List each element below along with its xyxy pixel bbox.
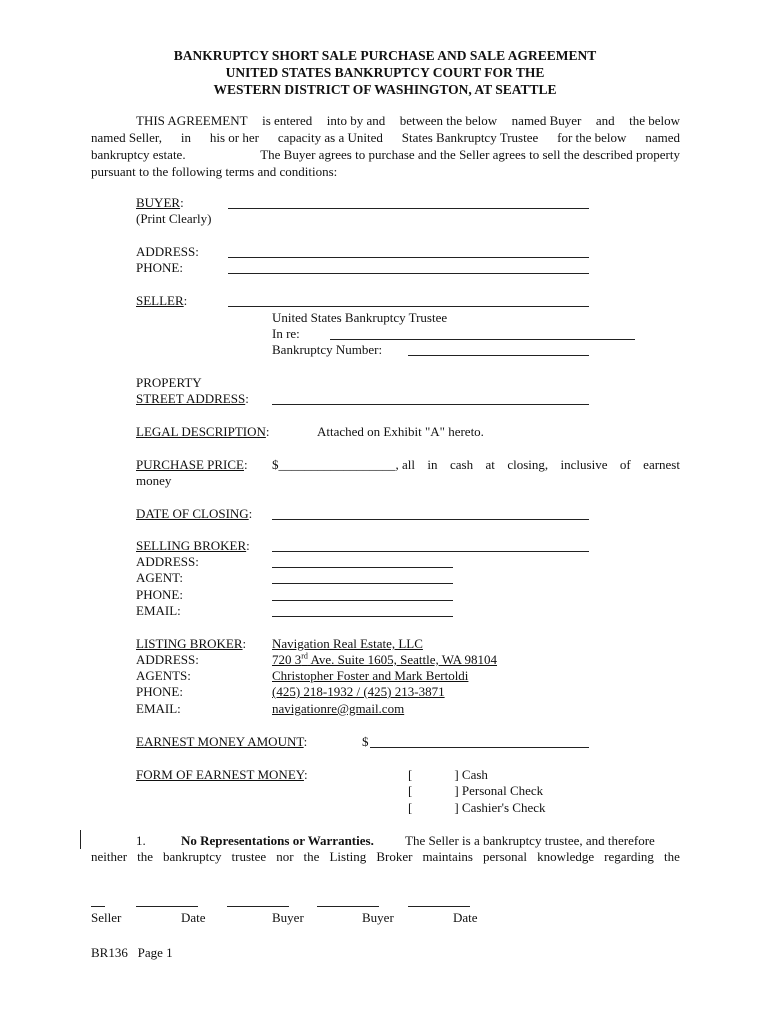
property-label: PROPERTY: [136, 375, 202, 390]
buyer-field-line[interactable]: [228, 208, 589, 209]
listing-broker-address-label: ADDRESS:: [136, 652, 199, 667]
cash-option-label: ] Cash: [454, 767, 488, 782]
seller-field-line[interactable]: [228, 306, 589, 307]
intro-paragraph: [91, 112, 680, 180]
date2-initials-label: Date: [453, 910, 478, 925]
street-address-colon: :: [245, 391, 249, 406]
document-title-line2: UNITED STATES BANKRUPTCY COURT FOR THE: [225, 65, 545, 80]
form-of-earnest-money-label-text: FORM OF EARNEST MONEY: [136, 767, 304, 782]
bankruptcy-number-field-line[interactable]: [408, 355, 589, 356]
intro-word: States Bankruptcy Trustee: [401, 130, 539, 145]
buyer2-initials-line[interactable]: [317, 906, 379, 907]
purchase-price-field[interactable]: [272, 457, 415, 473]
personal-check-option-label: ] Personal Check: [454, 783, 544, 798]
price-word: closing,: [507, 457, 549, 472]
section1-number: 1.: [136, 833, 146, 848]
address-number: 720 3: [272, 652, 302, 667]
intro-word: capacity as a United: [277, 130, 383, 145]
checkbox-open-bracket: [: [408, 783, 413, 798]
intro-line2: [91, 129, 680, 146]
intro-line3: [91, 146, 680, 163]
seller-colon: :: [183, 293, 188, 308]
street-address-label-text: STREET ADDRESS: [136, 391, 246, 406]
selling-broker-email-label: EMAIL:: [136, 603, 181, 618]
address-ordinal: rd: [301, 651, 308, 661]
buyer-initials-label: Buyer: [272, 910, 304, 925]
document-title-line3: WESTERN DISTRICT OF WASHINGTON, AT SEATTLE: [213, 82, 557, 97]
buyer-initials-line[interactable]: [227, 906, 289, 907]
purchase-price-label: [136, 457, 248, 473]
document-title-line1: BANKRUPTCY SHORT SALE PURCHASE AND SALE AGREEMENT: [173, 48, 597, 63]
selling-broker-agent-label: AGENT:: [136, 570, 184, 585]
intro-line4: pursuant to the following terms and conditions:: [91, 164, 338, 179]
price-word: earnest: [643, 457, 680, 472]
selling-broker-address-label: ADDRESS:: [136, 554, 199, 569]
legal-description-label: [136, 424, 270, 440]
intro-word: The Buyer agrees to purchase and the Seller agrees to sell the described property: [260, 147, 680, 162]
cashiers-check-checkbox[interactable]: [408, 800, 546, 816]
earnest-dollar-sign: $: [362, 734, 369, 749]
price-word: of: [619, 457, 631, 472]
listing-broker-phone-label: PHONE:: [136, 684, 183, 699]
listing-broker-name-value: Navigation Real Estate, LLC: [272, 636, 423, 651]
section1-word: Listing: [329, 849, 367, 864]
listing-broker-email-label: EMAIL:: [136, 701, 181, 716]
intro-word: in: [180, 130, 191, 145]
section1-word: Broker: [376, 849, 413, 864]
listing-broker-address-value: [272, 652, 497, 668]
buyer-address-label: ADDRESS:: [136, 244, 199, 259]
section1-word: the: [663, 849, 680, 864]
seller-trustee-text: United States Bankruptcy Trustee: [272, 310, 448, 325]
page-footer: BR136 Page 1: [91, 945, 173, 960]
cashiers-check-option-label: ] Cashier's Check: [454, 800, 546, 815]
listing-broker-label: [136, 636, 246, 652]
purchase-price-money: money: [136, 473, 172, 488]
listing-broker-agents-value: Christopher Foster and Mark Bertoldi: [272, 668, 469, 683]
buyer2-initials-label: Buyer: [362, 910, 394, 925]
in-re-field-line[interactable]: [330, 339, 635, 340]
selling-broker-label: [136, 538, 250, 554]
listing-broker-agents-label: AGENTS:: [136, 668, 191, 683]
section1-word: maintains: [422, 849, 473, 864]
street-address-field-line[interactable]: [272, 404, 589, 405]
seller-label-text: SELLER: [136, 293, 184, 308]
price-word: , all: [395, 457, 415, 472]
section1-word: bankruptcy: [163, 849, 222, 864]
form-of-earnest-money-label: [136, 767, 308, 783]
buyer-phone-field-line[interactable]: [228, 273, 589, 274]
date-of-closing-colon: :: [248, 506, 253, 521]
price-word: at: [485, 457, 495, 472]
date-initials-label: Date: [181, 910, 206, 925]
section1-line1-text: The Seller is a bankruptcy trustee, and therefore: [405, 833, 655, 848]
buyer-phone-label: PHONE:: [136, 260, 183, 275]
selling-broker-agent-field-line[interactable]: [272, 583, 453, 584]
purchase-price-line: [272, 457, 680, 473]
listing-broker-phone-value: (425) 218-1932 / (425) 213-3871: [272, 684, 445, 699]
intro-word: named: [645, 130, 680, 145]
price-word: cash: [449, 457, 474, 472]
checkbox-open-bracket: [: [408, 800, 413, 815]
date-initials-line[interactable]: [136, 906, 198, 907]
earnest-money-amount-label-text: EARNEST MONEY AMOUNT: [136, 734, 304, 749]
intro-word: his or her: [209, 130, 259, 145]
section1-word: personal: [483, 849, 528, 864]
legal-description-colon: :: [265, 424, 270, 439]
buyer-colon: :: [180, 195, 184, 210]
date-of-closing-field-line[interactable]: [272, 519, 589, 520]
listing-broker-colon: :: [242, 636, 247, 651]
buyer-label-text: BUYER: [136, 195, 181, 210]
intro-word: bankruptcy estate.: [91, 147, 186, 162]
street-address-label: [136, 391, 249, 407]
buyer-label: [136, 195, 184, 211]
intro-word: THIS AGREEMENT: [136, 113, 248, 128]
selling-broker-email-field-line[interactable]: [272, 616, 453, 617]
personal-check-checkbox[interactable]: [408, 783, 543, 799]
purchase-price-label-text: PURCHASE PRICE: [136, 457, 244, 472]
seller-initials-line[interactable]: [91, 906, 105, 907]
selling-broker-phone-label: PHONE:: [136, 587, 183, 602]
bankruptcy-number-label: Bankruptcy Number:: [272, 342, 383, 357]
intro-word: named Buyer: [511, 113, 582, 128]
date-of-closing-label-text: DATE OF CLOSING: [136, 506, 249, 521]
purchase-price-words: [272, 457, 680, 473]
seller-in-re-label: In re:: [272, 326, 300, 341]
section1-word: nor: [276, 849, 294, 864]
intro-word: and: [595, 113, 615, 128]
section1-word: trustee: [231, 849, 267, 864]
section1-line2-words: [91, 849, 680, 865]
selling-broker-phone-field-line[interactable]: [272, 600, 453, 601]
section1-word: knowledge: [537, 849, 595, 864]
earnest-money-amount-colon: :: [303, 734, 308, 749]
intro-word: named Seller,: [91, 130, 162, 145]
selling-broker-colon: :: [246, 538, 250, 553]
purchase-price-blank: $__________________: [272, 457, 396, 472]
section1-heading: No Representations or Warranties.: [181, 833, 374, 848]
intro-word: between the below: [399, 113, 498, 128]
intro-word: is entered: [262, 113, 313, 128]
form-of-earnest-money-colon: :: [303, 767, 308, 782]
cash-checkbox[interactable]: [408, 767, 488, 783]
section1-word: neither: [91, 849, 128, 864]
listing-broker-label-text: LISTING BROKER: [136, 636, 243, 651]
buyer-sublabel: (Print Clearly): [136, 211, 212, 226]
price-word: in: [427, 457, 438, 472]
section1-line2: [91, 849, 680, 865]
earnest-money-amount-label: [136, 734, 307, 750]
address-rest: Ave. Suite 1605, Seattle, WA 98104: [307, 652, 498, 667]
intro-line1: [91, 112, 680, 129]
selling-broker-label-text: SELLING BROKER: [136, 538, 247, 553]
seller-initials-label: Seller: [91, 910, 122, 925]
revision-bar: [80, 830, 81, 849]
checkbox-open-bracket: [: [408, 767, 413, 782]
intro-word: for the below: [557, 130, 627, 145]
selling-broker-field-line[interactable]: [272, 551, 589, 552]
date2-initials-line[interactable]: [408, 906, 470, 907]
purchase-price-colon: :: [244, 457, 248, 472]
selling-broker-address-field-line[interactable]: [272, 567, 453, 568]
section1-word: regarding: [604, 849, 654, 864]
section1-word: the: [137, 849, 153, 864]
buyer-address-field-line[interactable]: [228, 257, 589, 258]
seller-label: [136, 293, 187, 309]
legal-description-label-text: LEGAL DESCRIPTION: [136, 424, 266, 439]
date-of-closing-label: [136, 506, 252, 522]
intro-word: into by and: [326, 113, 386, 128]
intro-word: the below: [629, 113, 680, 128]
price-word: inclusive: [560, 457, 608, 472]
section1-word: the: [303, 849, 320, 864]
listing-broker-email-value[interactable]: navigationre@gmail.com: [272, 701, 405, 716]
legal-description-value: Attached on Exhibit "A" hereto.: [317, 424, 484, 439]
earnest-money-field-line[interactable]: [370, 747, 589, 748]
